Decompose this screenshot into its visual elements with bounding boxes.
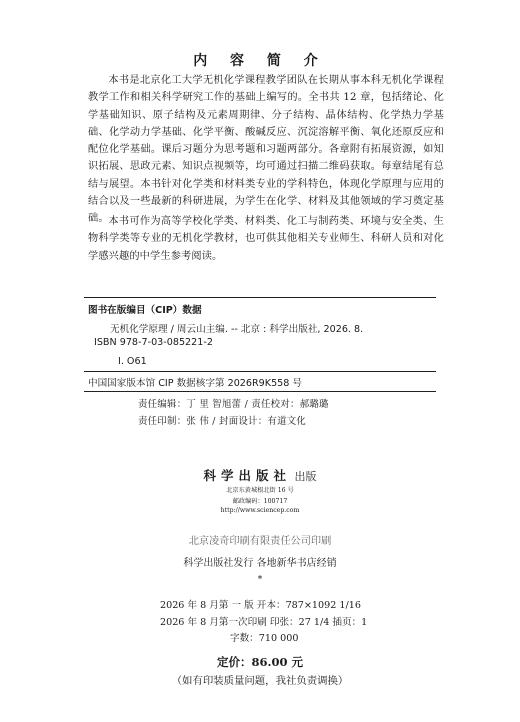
distribution-line: 科学出版社发行 各地新华书店经销 xyxy=(183,558,337,569)
page-title: 内 容 简 介 xyxy=(193,53,327,69)
edition-line: 2026 年 8 月第 一 版 开本：787×1092 1/16 xyxy=(160,600,361,611)
cip-record-number: 中国国家版本馆 CIP 数据核字第 2026R9K558 号 xyxy=(88,378,303,389)
price: 定价：86.00 元 xyxy=(216,655,303,669)
publisher-brand-line xyxy=(0,466,520,484)
printing-line: 2026 年 8 月第一次印刷 印张：27 1/4 插页：1 xyxy=(160,617,368,628)
separator-star: * xyxy=(257,575,263,585)
cip-top-rule xyxy=(84,297,436,298)
credits-editor-line: 责任编辑：丁 里 智旭蕾 / 责任校对：郝璐璐 xyxy=(138,399,329,410)
quality-note: （如有印装质量问题，我社负责调换） xyxy=(171,675,349,687)
publisher-brand: 科学出版社 xyxy=(203,468,291,483)
publisher-address: 北京东黄城根北街 16 号 xyxy=(226,487,294,494)
publisher-suffix: 出版 xyxy=(294,470,317,483)
credits-print-line: 责任印制：张 伟 / 封面设计：有道文化 xyxy=(138,416,307,427)
printer-line: 北京凌奇印刷有限责任公司印刷 xyxy=(188,536,332,547)
cip-line-1: 无机化学原理 / 周云山主编. -- 北京 : 科学出版社, 2026. 8. xyxy=(110,324,364,335)
intro-paragraph-1: 本书是北京化工大学无机化学课程教学团队在长期从事本科无机化学课程教学工作和相关科学研究工作的基础上编写的。全书共 12 章，包括绪论、化学基础知识、原子结构及元素周期律、分子结构、晶体结构、化学热力学基础、化学动力学基础、化学平衡、酸碱反应、沉淀溶解平衡、氧化还原反应和配位化学基础。课后习题分为思考题和习题两部分。各章附有拓展资源，如知识拓展、思政元素、知识点视频等，均可通过扫描二维码获取。每章结尾有总结与展望。本书针对化学类和材料类专业的学科特色，体现化学原理与应用的结合以及一些最新的科研进展，为学生在化学、材料及其他领域的学习奠定基础。 xyxy=(88,75,444,225)
cip-classification: Ⅰ. O61 xyxy=(118,356,147,367)
intro-paragraph-2: 本书可作为高等学校化学类、材料类、化工与制药类、环境与安全类、生物科学类等专业的无机化学教材，也可供其他相关专业师生、科研人员和对化学感兴趣的中学生参考阅读。 xyxy=(88,216,444,262)
publisher-website: http://www.sciencep.com xyxy=(220,507,300,514)
cip-bottom-rule xyxy=(84,391,436,392)
publisher-postcode: 邮政编码：100717 xyxy=(232,498,288,505)
cip-isbn: ISBN 978-7-03-085221-2 xyxy=(94,337,213,348)
word-count: 字数：710 000 xyxy=(230,633,299,644)
cip-middle-rule xyxy=(84,371,436,372)
cip-heading: 图书在版编目（CIP）数据 xyxy=(88,305,202,316)
